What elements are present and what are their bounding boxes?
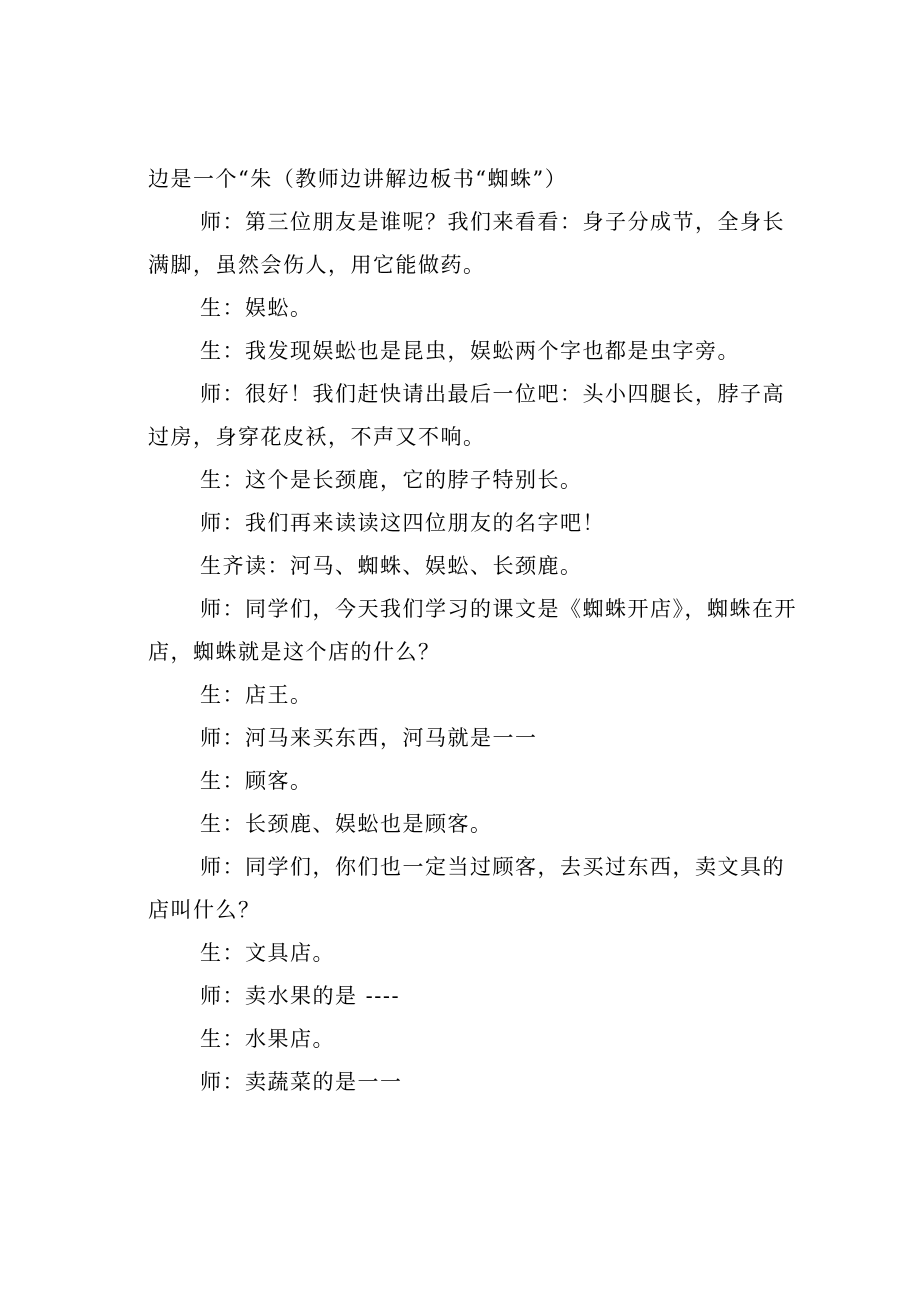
paragraph: 生：水果店。: [200, 1027, 335, 1051]
paragraph: 师：卖水果的是 ----: [200, 984, 401, 1008]
paragraph: 师：卖蔬菜的是一一: [200, 1070, 403, 1094]
paragraph: 生：长颈鹿、娱蚣也是顾客。: [200, 812, 493, 836]
paragraph: 生：这个是长颈鹿，它的脖子特别长。: [200, 468, 583, 492]
paragraph: 生齐读：河马、蜘蛛、娱蚣、长颈鹿。: [200, 554, 583, 578]
paragraph: 师：很好！我们赶快请出最后一位吧：头小四腿长，脖子高过房，身穿花皮袄，不声又不响。: [148, 382, 785, 449]
paragraph: 生：顾客。: [200, 769, 313, 793]
paragraph: 生：我发现娱蚣也是昆虫，娱蚣两个字也都是虫字旁。: [200, 339, 740, 363]
paragraph: 生：娱蚣。: [200, 296, 313, 320]
paragraph: 师：第三位朋友是谁呢？我们来看看：身子分成节，全身长满脚，虽然会伤人，用它能做药。: [148, 210, 785, 277]
paragraph: 师：同学们，你们也一定当过顾客，去买过东西，卖文具的店叫什么？: [148, 855, 785, 922]
document-page: [148, 158, 803, 1104]
paragraph: 生：文具店。: [200, 941, 335, 965]
paragraph: 师：同学们，今天我们学习的课文是《蜘蛛开店》，蜘蛛在开店，蜘蛛就是这个店的什么？: [148, 597, 797, 664]
paragraph: 师：河马来买东西，河马就是一一: [200, 726, 538, 750]
paragraph: 边是一个“朱（教师边讲解边板书“蜘蛛”）: [148, 167, 568, 191]
paragraph: 生：店王。: [200, 683, 313, 707]
paragraph: 师：我们再来读读这四位朋友的名字吧！: [200, 511, 605, 535]
